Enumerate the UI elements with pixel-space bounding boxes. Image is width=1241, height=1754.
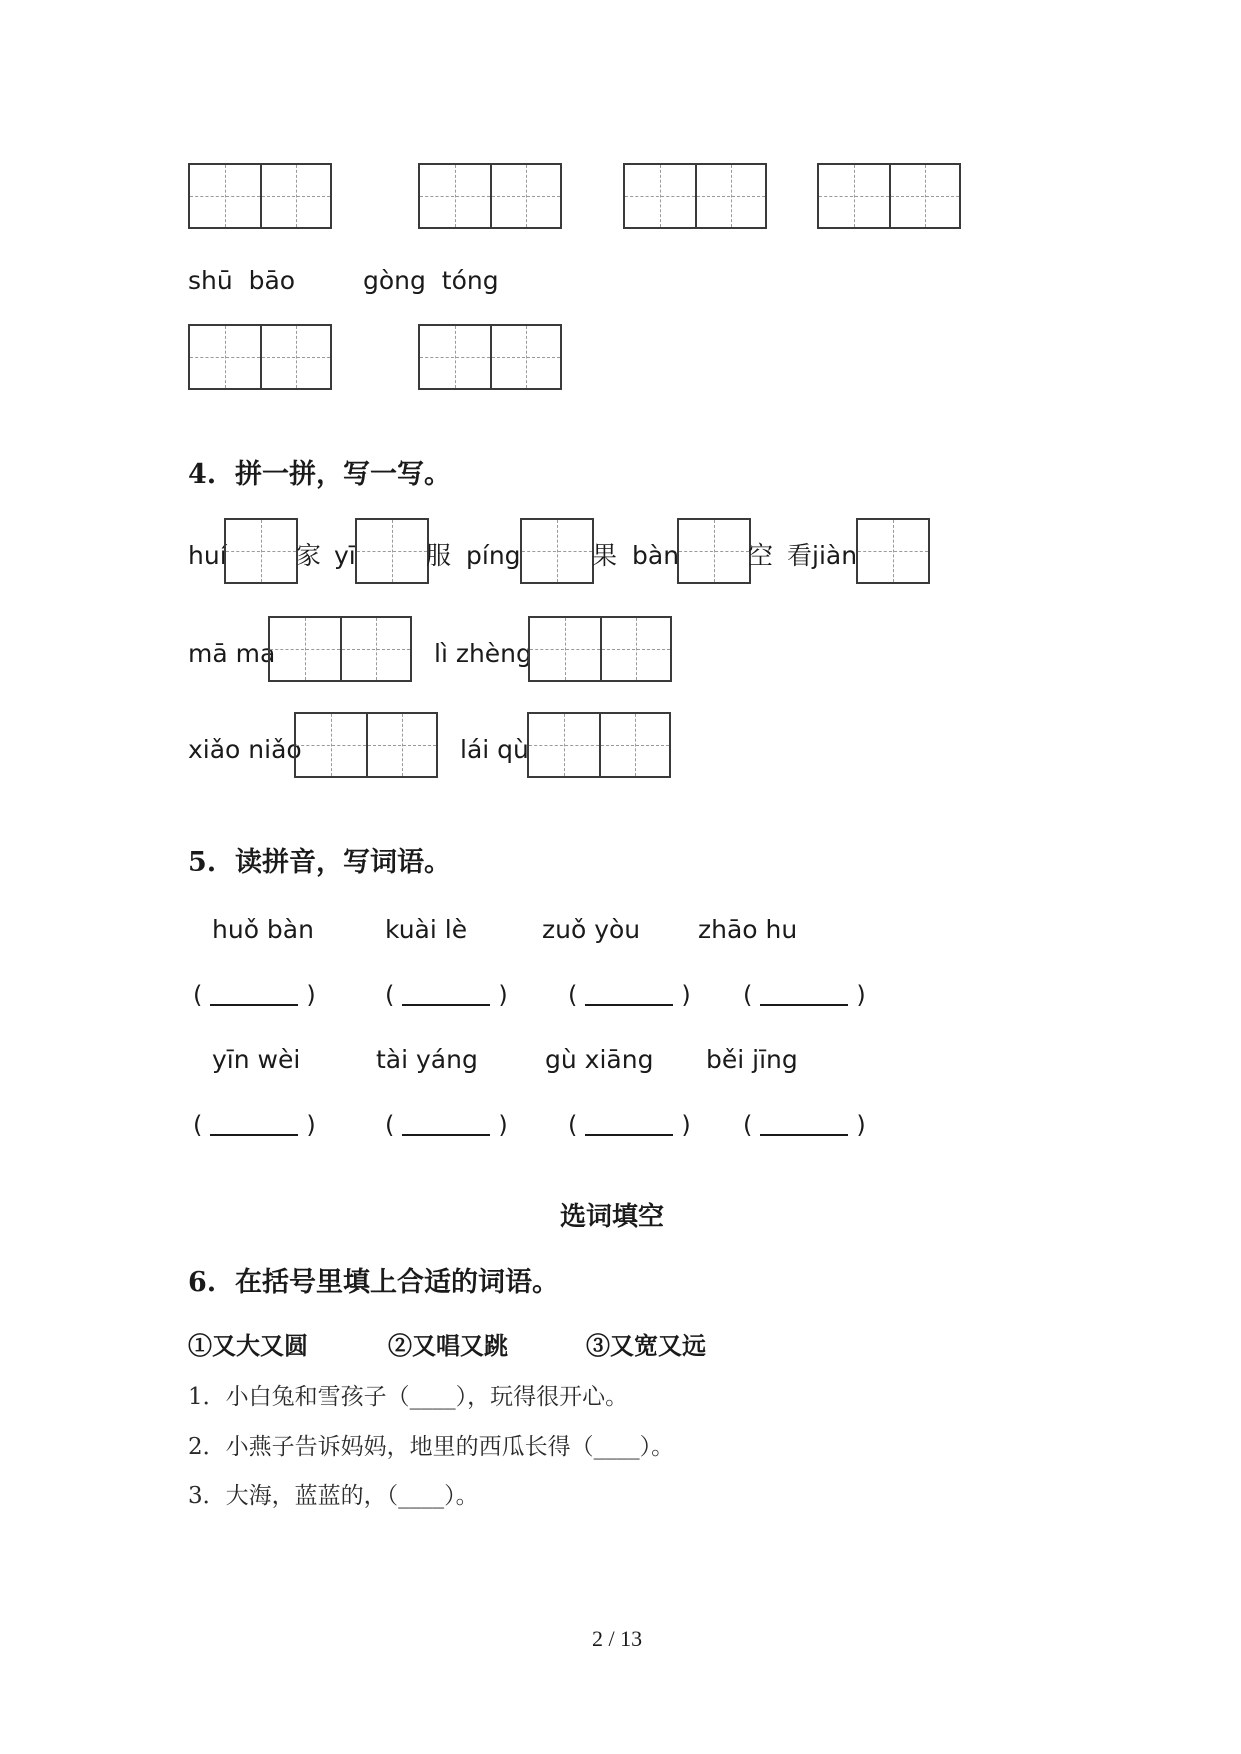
q5-pinyin: kuài lè <box>385 915 468 944</box>
q5-pinyin: běi jīng <box>706 1045 798 1074</box>
writing-grid[interactable] <box>623 163 767 229</box>
option-2: ②又唱又跳 <box>388 1331 508 1360</box>
q5-pinyin: yīn wèi <box>212 1045 301 1074</box>
sentence-2: 2．小燕子告诉妈妈，地里的西瓜长得（____）。 <box>188 1434 675 1460</box>
writing-cell[interactable] <box>520 518 594 584</box>
writing-grid[interactable] <box>268 616 412 682</box>
writing-grid[interactable] <box>418 324 562 390</box>
writing-grid[interactable] <box>817 163 961 229</box>
q4-char: 果 <box>592 541 618 570</box>
q4-pinyin: píng <box>466 541 521 570</box>
q4-pinyin: xiǎo niǎo <box>188 735 302 764</box>
q4-char: 空 <box>748 541 774 570</box>
q5-pinyin: huǒ bàn <box>212 915 314 944</box>
writing-cell[interactable] <box>224 518 298 584</box>
writing-grid[interactable] <box>294 712 438 778</box>
pinyin-gongtong: gòng tóng <box>363 266 499 295</box>
answer-blank[interactable]: ( ) <box>193 981 316 1009</box>
sentence-1: 1．小白兔和雪孩子（____），玩得很开心。 <box>188 1384 629 1410</box>
answer-blank[interactable]: ( ) <box>193 1111 316 1139</box>
answer-blank[interactable]: ( ) <box>385 981 508 1009</box>
option-3: ③又宽又远 <box>586 1331 706 1360</box>
sentence-3: 3．大海，蓝蓝的，（____）。 <box>188 1483 479 1509</box>
q4-pinyin: lái qù <box>460 735 529 764</box>
q4-pinyin: bàn <box>632 541 680 570</box>
question-4-title: 4. 拼一拼，写一写。 <box>188 459 451 490</box>
q4-pinyin: yī <box>334 541 356 570</box>
page-number: 2 / 13 <box>592 1626 643 1651</box>
writing-grid[interactable] <box>418 163 562 229</box>
section-title: 选词填空 <box>560 1202 665 1232</box>
question-6-title: 6. 在括号里填上合适的词语。 <box>188 1267 559 1298</box>
question-5-title: 5. 读拼音，写词语。 <box>188 847 451 878</box>
q4-pinyin: mā ma <box>188 639 276 668</box>
writing-grid[interactable] <box>528 616 672 682</box>
writing-cell[interactable] <box>677 518 751 584</box>
writing-grid[interactable] <box>527 712 671 778</box>
q5-pinyin: zhāo hu <box>698 915 798 944</box>
writing-grid[interactable] <box>188 324 332 390</box>
answer-blank[interactable]: ( ) <box>743 1111 866 1139</box>
option-1: ①又大又圆 <box>188 1331 308 1360</box>
answer-blank[interactable]: ( ) <box>385 1111 508 1139</box>
writing-grid[interactable] <box>188 163 332 229</box>
q4-char: 家 <box>296 541 322 570</box>
writing-cell[interactable] <box>355 518 429 584</box>
q5-pinyin: zuǒ yòu <box>542 915 641 944</box>
q5-pinyin: gù xiāng <box>545 1045 654 1074</box>
q5-pinyin: tài yáng <box>376 1045 478 1074</box>
q4-char: 服 <box>426 541 452 570</box>
q4-pinyin: 看jiàn <box>787 541 858 570</box>
q4-pinyin: lì zhèng <box>434 639 532 668</box>
writing-cell[interactable] <box>856 518 930 584</box>
answer-blank[interactable]: ( ) <box>568 981 691 1009</box>
answer-blank[interactable]: ( ) <box>743 981 866 1009</box>
pinyin-shubao: shū bāo <box>188 266 296 295</box>
q4-pinyin: huí <box>188 541 227 570</box>
answer-blank[interactable]: ( ) <box>568 1111 691 1139</box>
